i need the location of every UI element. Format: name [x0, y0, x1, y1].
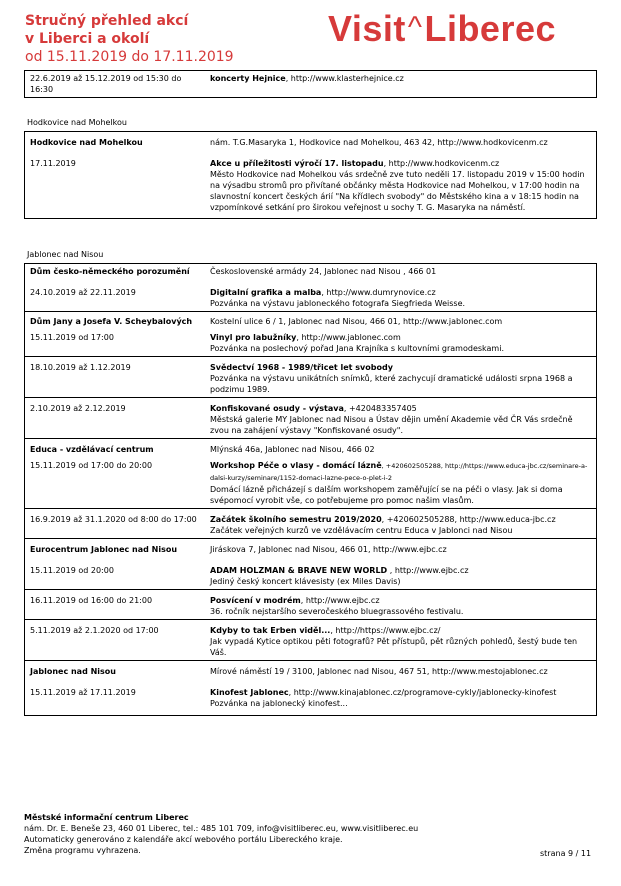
- jablonec-table: [24, 263, 597, 716]
- event-title: Kinofest Jablonec: [210, 688, 289, 697]
- top-event-table: [24, 70, 597, 98]
- table-row: [25, 398, 597, 439]
- event-link[interactable]: , http://www.ejbc.cz: [387, 566, 469, 575]
- event-title: Workshop Péče o vlasy - domácí lázně: [210, 461, 382, 470]
- footer-note-2: Změna programu vyhrazena.: [24, 846, 141, 855]
- visit-liberec-logo: [328, 8, 556, 50]
- event-info: [205, 279, 597, 312]
- event-title: koncerty Hejnice: [210, 74, 286, 83]
- event-link[interactable]: , http://www.ejbc.cz: [300, 596, 380, 605]
- title-line-1: Stručný přehled akcí: [25, 13, 189, 29]
- event-title: Konfiskované osudy - výstava: [210, 404, 344, 413]
- event-description: Pozvánka na jablonecký kinofest...: [210, 699, 348, 708]
- venue-address: Mlýnská 46a, Jablonec nad Nisou, 466 02: [205, 439, 597, 458]
- event-info: [205, 620, 597, 661]
- event-info: [205, 398, 597, 439]
- event-info: [205, 150, 597, 219]
- event-date: 16.11.2019 od 16:00 do 21:00: [25, 590, 206, 620]
- event-link[interactable]: , http://www.jablonec.com: [296, 333, 401, 342]
- table-row: [25, 357, 597, 398]
- event-title: Svědectví 1968 - 1989/třicet let svobody: [210, 363, 393, 372]
- event-description: Jak vypadá Kytice optikou pěti fotografů? Pět přístupů, pět různých pohledů, šestý bude ten Váš.: [210, 637, 578, 657]
- event-info: [205, 679, 597, 716]
- table-row: [25, 590, 597, 620]
- event-description: Město Hodkovice nad Mohelkou vás srdečně zve tuto neděli 17. listopadu 2019 v 15:00 hodin na výsadbu stromů pro přivítané občánky města Hodkovice nad Mohelkou, v 17:00 hodin na slavnostní koncert českých árií "Na křídlech svobody" do Městského kina a v 18:15 hodin na vzpomínkové setkání pro širokou veřejnost u sochy T. G. Masaryka na náměstí.: [210, 170, 585, 212]
- event-link[interactable]: , http://www.klasterhejnice.cz: [285, 74, 404, 83]
- footer-note-1: Automaticky generováno z kalendáře akcí webového portálu Libereckého kraje.: [24, 835, 343, 844]
- footer-org: Městské informační centrum Liberec: [24, 813, 189, 822]
- event-info: [205, 71, 597, 98]
- table-row: [25, 329, 597, 357]
- event-link[interactable]: , +420602505288, http://www.educa-jbc.cz: [381, 515, 556, 524]
- event-description: Pozvánka na výstavu unikátních snímků, které zachycují dramatické události srpna 1968 a podzimu 1989.: [210, 374, 573, 394]
- logo-left-word: Visit: [328, 8, 406, 49]
- event-date: 15.11.2019 od 17:00 do 20:00: [30, 461, 153, 470]
- venue-row: [25, 132, 597, 151]
- table-row: [25, 679, 597, 716]
- venue-address: Československé armády 24, Jablonec nad Nisou , 466 01: [210, 267, 437, 276]
- venue-name: Jablonec nad Nisou: [25, 661, 206, 680]
- event-date: 17.11.2019: [30, 159, 76, 168]
- event-title: Akce u příležitosti výročí 17. listopadu: [210, 159, 384, 168]
- event-date: 16.9.2019 až 31.1.2020 od 8:00 do 17:00: [25, 509, 206, 539]
- event-link[interactable]: , http://www.hodkovicenm.cz: [383, 159, 500, 168]
- hodkovice-table: [24, 131, 597, 219]
- venue-row: [25, 439, 597, 458]
- venue-address: Kostelní ulice 6 / 1, Jablonec nad Nisou, 466 01, http://www.jablonec.com: [205, 312, 597, 330]
- event-title: Vinyl pro labužníky: [210, 333, 297, 342]
- table-row: [25, 457, 597, 509]
- event-link[interactable]: , +420483357405: [343, 404, 417, 413]
- event-title: Posvícení v modrém: [210, 596, 301, 605]
- table-row: [25, 71, 597, 98]
- page-number: strana 9 / 11: [540, 849, 592, 858]
- event-info: [205, 557, 597, 590]
- venue-row: [25, 312, 597, 330]
- event-description: Pozvánka na poslechový pořad Jana Krajníka s kultovními gramodeskami.: [210, 344, 504, 353]
- event-info: [205, 329, 597, 357]
- event-date: 15.11.2019 až 17.11.2019: [30, 688, 136, 697]
- venue-name: Eurocentrum Jablonec nad Nisou: [25, 539, 206, 558]
- venue-name: Dům Jany a Josefa V. Scheybalových: [25, 312, 206, 330]
- event-date: 5.11.2019 až 2.1.2020 od 17:00: [25, 620, 206, 661]
- venue-row: [25, 264, 597, 280]
- event-title: ADAM HOLZMAN & BRAVE NEW WORLD: [210, 566, 388, 575]
- event-link[interactable]: , http://https://www.ejbc.cz/: [330, 626, 441, 635]
- event-date: 22.6.2019 až 15.12.2019 od 15:30 do 16:30: [30, 74, 182, 94]
- document-title: [25, 12, 234, 66]
- event-title: Digitalní grafika a malba: [210, 288, 322, 297]
- venue-address: nám. T.G.Masaryka 1, Hodkovice nad Mohelkou, 463 42, http://www.hodkovicenm.cz: [210, 138, 548, 147]
- event-date: 2.10.2019 až 2.12.2019: [25, 398, 206, 439]
- event-date: 18.10.2019 až 1.12.2019: [25, 357, 206, 398]
- event-info: [205, 590, 597, 620]
- table-row: [25, 557, 597, 590]
- event-link[interactable]: , +420602505288, http://https://www.educa-jbc.cz/seminare-a-dalsi-kurzy/seminare/1152-domaci-lazne-pece-o-plet-i-2: [210, 462, 588, 482]
- event-description: Domácí lázně přicházejí s dalším workshopem zaměřující se na péči o vlasy. Jak si doma svépomocí vyrobit vše, co potřebujeme pro pomoc našim vlasům.: [210, 485, 563, 505]
- table-row: [25, 150, 597, 219]
- title-line-2: v Liberci a okolí: [25, 31, 150, 47]
- venue-row: [25, 661, 597, 680]
- venue-row: [25, 539, 597, 558]
- event-description: 36. ročník nejstaršího severočeského bluegrassového festivalu.: [210, 607, 464, 616]
- section-title-hodkovice: Hodkovice nad Mohelkou: [27, 118, 127, 127]
- event-description: Jediný český koncert klávesisty (ex Miles Davis): [210, 577, 401, 586]
- event-info: [205, 457, 597, 509]
- venue-name: Educa - vzdělávací centrum: [25, 439, 206, 458]
- footer: [24, 812, 418, 856]
- event-link[interactable]: , http://www.kinajablonec.cz/programove-cykly/jablonecky-kinofest: [288, 688, 557, 697]
- venue-name: Dům česko-německého porozumění: [30, 267, 190, 276]
- event-description: Pozvánka na výstavu jabloneckého fotografa Siegfrieda Weisse.: [210, 299, 466, 308]
- event-description: Začátek veřejných kurzů ve vzdělávacím centru Educa v Jablonci nad Nisou: [210, 526, 513, 535]
- venue-address: Jiráskova 7, Jablonec nad Nisou, 466 01, http://www.ejbc.cz: [205, 539, 597, 558]
- table-row: [25, 620, 597, 661]
- logo-right-word: Liberec: [424, 8, 557, 49]
- section-title-jablonec: Jablonec nad Nisou: [27, 250, 104, 259]
- venue-address: Mírové náměstí 19 / 3100, Jablonec nad Nisou, 467 51, http://www.mestojablonec.cz: [205, 661, 597, 680]
- venue-name: Hodkovice nad Mohelkou: [30, 138, 143, 147]
- event-title: Kdyby to tak Erben viděl...: [210, 626, 331, 635]
- event-info: [205, 357, 597, 398]
- table-row: [25, 509, 597, 539]
- event-info: [205, 509, 597, 539]
- logo-caret-icon: ^: [407, 11, 423, 44]
- event-date: 15.11.2019 od 20:00: [30, 566, 114, 575]
- event-date: 15.11.2019 od 17:00: [30, 333, 114, 342]
- event-description: Městská galerie MY Jablonec nad Nisou a Ústav dějin umění Akademie věd ČR Vás srdečně zvou na zahájení výstavy "Konfiskované osudy".: [210, 415, 573, 435]
- footer-address: nám. Dr. E. Beneše 23, 460 01 Liberec, tel.: 485 101 709, info@visitliberec.eu, www.visitliberec.eu: [24, 824, 419, 833]
- event-title: Začátek školního semestru 2019/2020: [210, 515, 382, 524]
- event-link[interactable]: , http://www.dumrynovice.cz: [321, 288, 436, 297]
- event-date: 24.10.2019 až 22.11.2019: [30, 288, 136, 297]
- date-range: od 15.11.2019 do 17.11.2019: [25, 49, 234, 65]
- table-row: [25, 279, 597, 312]
